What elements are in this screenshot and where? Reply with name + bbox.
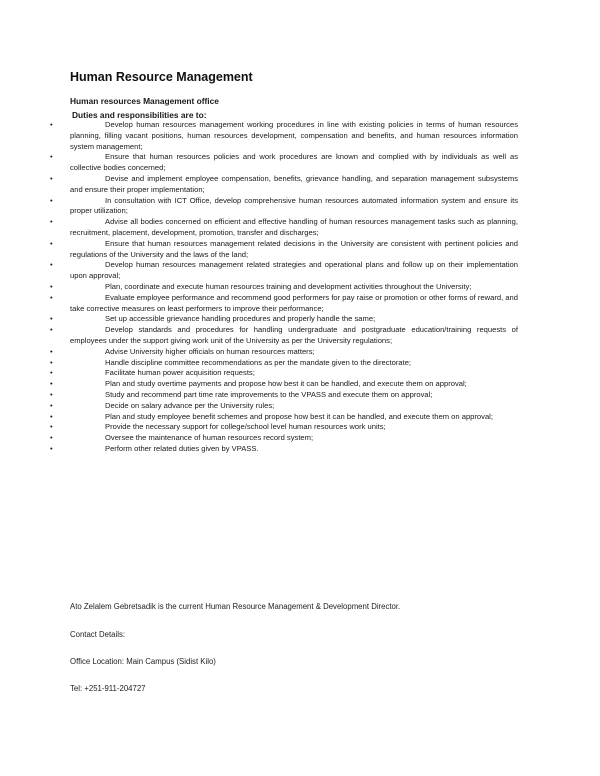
duty-text: Evaluate employee performance and recommend good performers for pay raise or promotion or other forms of reward, and take corrective measures on least performers to improve their performance; (70, 292, 518, 313)
bullet-icon: • (50, 379, 53, 389)
duty-text: Advise all bodies concerned on efficient and effective handling of human resources management tasks such as planning, recruitment, placement, development, promotion, transfer and discharges; (70, 217, 518, 237)
duty-text: Plan, coordinate and execute human resources training and development activities throughout the University; (105, 281, 472, 291)
bullet-icon: • (50, 281, 53, 291)
duty-item (50, 260, 518, 282)
office-heading: Human resources Management office (70, 96, 219, 106)
duty-text: Devise and implement employee compensation, benefits, grievance handling, and separation management subsystems and ensure their proper implementation; (70, 173, 518, 194)
duty-text: Ensure that human resources management related decisions in the University are consistent with pertinent policies and regulations of the University and the laws of the land; (70, 238, 518, 259)
duty-text: Study and recommend part time rate improvements to the VPASS and execute them on approval; (105, 389, 433, 399)
bullet-icon: • (50, 195, 53, 205)
duty-text: In consultation with ICT Office, develop comprehensive human resources automated information system and ensure its proper utilization; (70, 195, 518, 216)
duty-item (50, 444, 518, 455)
bullet-icon: • (50, 443, 53, 453)
bullet-icon: • (50, 422, 53, 432)
bullet-icon: • (50, 292, 53, 302)
duty-text: Ensure that human resources policies and work procedures are known and complied with by individuals as well as collective bodies concerned; (70, 152, 518, 173)
duty-text: Plan and study overtime payments and propose how best it can be handled, and execute them on approval; (105, 379, 467, 389)
bullet-icon: • (50, 152, 53, 162)
bullet-icon: • (50, 400, 53, 410)
duty-item (50, 422, 518, 433)
duties-list (50, 120, 518, 455)
duty-item (50, 390, 518, 401)
duty-text: Advise University higher officials on human resources matters; (105, 346, 315, 356)
duty-text: Plan and study employee benefit schemes and propose how best it can be handled, and execute them on approval; (105, 411, 493, 421)
duty-item (50, 433, 518, 444)
duty-item (50, 358, 518, 369)
duty-item (50, 120, 518, 152)
duty-text: Develop standards and procedures for handling undergraduate and postgraduate education/training requests of employees under the support giving work unit of the University as per the University regulations; (70, 325, 518, 345)
bullet-icon: • (50, 389, 53, 399)
duty-text: Develop human resources management working procedures in line with existing policies in terms of human resources planning, filling vacant positions, human resources development, compensation and benefits, and human resources information system management; (70, 120, 518, 151)
duty-text: Handle discipline committee recommendations as per the mandate given to the directorate; (105, 357, 412, 367)
bullet-icon: • (50, 238, 53, 248)
bullet-icon: • (50, 433, 53, 443)
bullet-icon: • (50, 368, 53, 378)
office-location: Office Location: Main Campus (Sidist Kilo) (70, 657, 216, 666)
duty-item (50, 174, 518, 196)
duty-item (50, 239, 518, 261)
duty-text: Provide the necessary support for college/school level human resources work units; (105, 422, 386, 432)
bullet-icon: • (50, 357, 53, 367)
duty-item (50, 196, 518, 218)
bullet-icon: • (50, 325, 53, 335)
duty-item (50, 368, 518, 379)
bullet-icon: • (50, 120, 53, 129)
contact-heading: Contact Details: (70, 630, 126, 639)
duty-item (50, 401, 518, 412)
bullet-icon: • (50, 346, 53, 356)
bullet-icon: • (50, 260, 53, 270)
duty-text: Oversee the maintenance of human resources record system; (105, 433, 314, 443)
bullet-icon: • (50, 314, 53, 324)
telephone: Tel: +251-911-204727 (70, 684, 146, 693)
duty-text: Set up accessible grievance handling procedures and properly handle the same; (105, 314, 376, 324)
duty-item (50, 152, 518, 174)
duty-item (50, 379, 518, 390)
duty-item (50, 314, 518, 325)
duty-text: Perform other related duties given by VPASS. (105, 443, 259, 453)
duties-heading: Duties and responsibilities are to: (72, 110, 207, 120)
duty-item (50, 412, 518, 423)
duty-item (50, 347, 518, 358)
duty-item (50, 293, 518, 315)
duty-text: Develop human resources management related strategies and operational plans and follow up on their implementation upon approval; (70, 260, 518, 281)
page-title: Human Resource Management (70, 70, 253, 84)
bullet-icon: • (50, 217, 53, 227)
duty-item (50, 325, 518, 347)
duty-text: Decide on salary advance per the University rules; (105, 400, 275, 410)
duty-text: Facilitate human power acquisition requests; (105, 368, 255, 378)
bullet-icon: • (50, 411, 53, 421)
duty-item (50, 217, 518, 239)
bullet-icon: • (50, 173, 53, 183)
duty-item (50, 282, 518, 293)
director-statement: Ato Zelalem Gebretsadik is the current Human Resource Management & Development Director. (70, 602, 401, 611)
